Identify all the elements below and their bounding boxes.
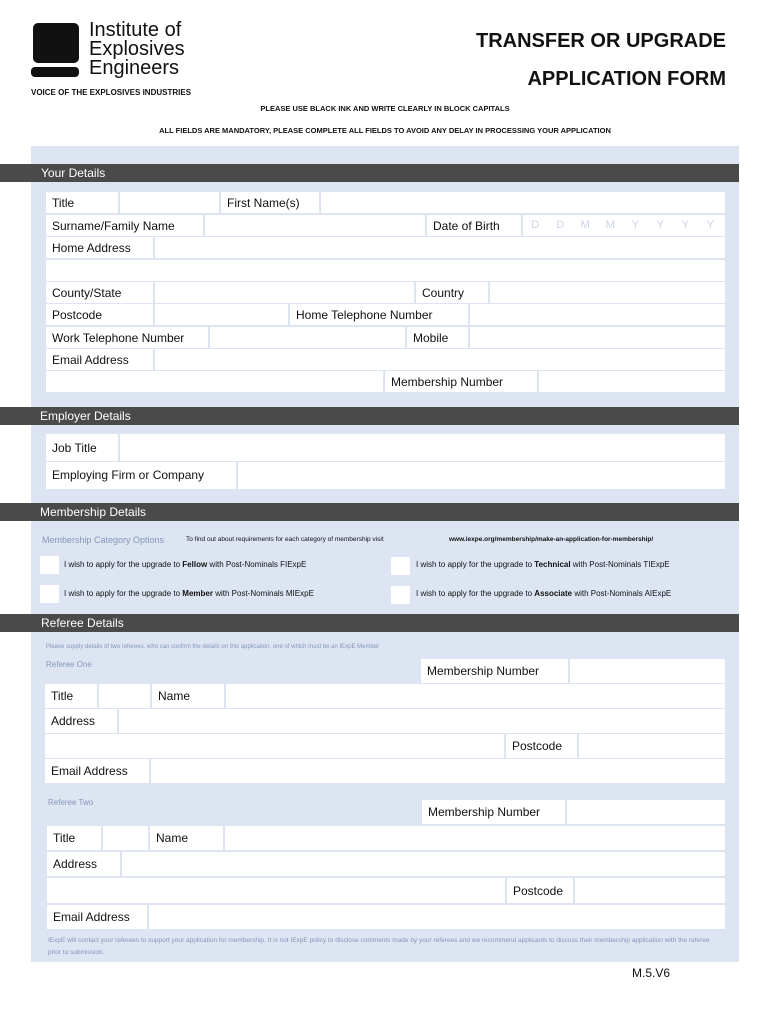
surname-label-cell [45,215,203,236]
home-address-field-2[interactable] [45,260,725,281]
ref1-postcode-field[interactable] [578,734,725,758]
associate-checkbox[interactable] [391,586,410,604]
home-address-label-cell [45,237,153,258]
postcode-field[interactable] [154,304,288,325]
dob-year-4: Y [706,219,714,231]
job-title-label-cell [45,434,118,461]
referee-two-label: Referee Two [48,798,94,807]
logo-line-1: Institute of [89,19,182,41]
tagline: VOICE OF THE EXPLOSIVES INDUSTRIES [31,88,192,97]
home-tel-label: Home Telephone Number [296,308,433,322]
ref1-address-field-1[interactable] [118,709,725,733]
ref2-name-label: Name [156,831,189,845]
ref1-title-field[interactable] [98,684,150,708]
ref1-email-label-cell [44,759,149,783]
title-label: Title [52,196,75,210]
ref1-title-label: Title [51,689,74,703]
ref1-name-field[interactable] [225,684,725,708]
logo-mark-icon [31,23,79,79]
email-label-cell [45,349,153,370]
country-label-cell [415,282,488,303]
ref2-title-label-cell [46,826,101,850]
home-tel-field[interactable] [469,304,725,325]
ref2-membership-label: Membership Number [428,805,541,819]
membership-number-field[interactable] [538,371,725,392]
county-label-cell [45,282,153,303]
referee-one-label: Referee One [46,660,92,669]
ref2-address-label-cell [46,852,120,876]
mobile-field[interactable] [469,327,725,348]
ref2-email-field[interactable] [148,905,725,929]
employer-label-cell [45,462,236,489]
dob-year-3: Y [681,219,689,231]
ref1-address-label-cell [44,709,117,733]
referee-details-heading: Referee Details [0,614,739,632]
surname-field[interactable] [204,215,425,236]
associate-option-label: I wish to apply for the upgrade to Associate with Post-Nominals AIExpE [416,589,672,598]
mobile-label-cell [406,327,468,348]
logo-line-2: Explosives [89,38,185,60]
form-version: M.5.V6 [632,966,671,980]
dob-day-2: D [556,219,565,231]
your-details-heading: Your Details [0,164,739,182]
employer-label: Employing Firm or Company [52,468,205,482]
fellow-checkbox[interactable] [40,556,59,574]
ref2-address-field-1[interactable] [121,852,725,876]
ref1-email-label: Email Address [51,764,128,778]
ref2-name-field[interactable] [224,826,725,850]
ref2-postcode-label: Postcode [513,884,564,898]
first-names-label: First Name(s) [227,196,300,210]
requirements-link[interactable]: www.iexpe.org/membership/make-an-application-for-membership/ [449,536,654,543]
job-title-field[interactable] [119,434,725,461]
instruction-block-capitals: PLEASE USE BLACK INK AND WRITE CLEARLY IN BLOCK CAPITALS [260,104,510,113]
home-tel-label-cell [289,304,468,325]
referee-note: Please supply details of two referees, who can confirm the details on this application, one of which must be an IExpE Member [46,644,380,650]
ref2-address-label: Address [53,857,98,871]
postcode-label: Postcode [52,308,103,322]
ref1-postcode-label-cell [505,734,577,758]
dob-month-2: M [605,219,615,231]
ref1-name-label-cell [151,684,224,708]
ref2-email-label-cell [46,905,147,929]
home-address-label: Home Address [52,241,131,255]
ref1-membership-field[interactable] [569,659,725,683]
logo-line-3: Engineers [89,57,180,79]
email-field[interactable] [154,349,725,370]
dob-label-cell [426,215,521,236]
membership-details-heading: Membership Details [0,503,739,521]
ref1-title-label-cell [44,684,97,708]
dob-month-1: M [580,219,590,231]
postcode-label-cell [45,304,153,325]
home-address-field-1[interactable] [154,237,725,258]
county-label: County/State [52,286,122,300]
employer-details-heading: Employer Details [0,407,739,425]
member-option-label: I wish to apply for the upgrade to Member with Post-Nominals MIExpE [64,589,314,598]
mobile-label: Mobile [413,331,449,345]
email-label: Email Address [52,353,129,367]
title-field[interactable] [119,192,219,213]
ref1-postcode-label: Postcode [512,739,563,753]
member-checkbox[interactable] [40,585,59,603]
employer-field[interactable] [237,462,725,489]
job-title-label: Job Title [52,441,97,455]
first-names-label-cell [220,192,319,213]
ref2-membership-label-cell [421,800,565,824]
category-options-label: Membership Category Options [42,535,165,545]
referee-footer-note: IExpE will contact your referees to support your application for membership. It is not IExpE policy to disclose comments made by your referees and we recommend applicants to discuss their membership application with the referee prior to submission. [48,937,710,956]
country-label: Country [422,286,465,300]
fellow-option-label: I wish to apply for the upgrade to Fellow with Post-Nominals FIExpE [64,560,307,569]
instruction-mandatory-fields: ALL FIELDS ARE MANDATORY, PLEASE COMPLETE ALL FIELDS TO AVOID ANY DELAY IN PROCESSING YOUR APPLICATION [159,126,611,135]
dob-year-2: Y [656,219,664,231]
ref2-postcode-label-cell [506,878,573,903]
dob-label: Date of Birth [433,219,500,233]
country-field[interactable] [489,282,725,303]
requirements-note: To find out about requirements for each category of membership visit [186,536,384,543]
ref2-address-field-2[interactable] [46,878,505,903]
ref2-name-label-cell [149,826,223,850]
ref2-membership-field[interactable] [566,800,725,824]
form-title-line-2: APPLICATION FORM [527,68,726,90]
work-tel-label-cell [45,327,208,348]
ref1-membership-label-cell [420,659,568,683]
surname-label: Surname/Family Name [52,219,175,233]
dob-year-1: Y [631,219,639,231]
technical-option-label: I wish to apply for the upgrade to Technical with Post-Nominals TIExpE [416,560,670,569]
ref1-name-label: Name [158,689,191,703]
work-tel-label: Work Telephone Number [52,331,185,345]
membership-number-label-cell [384,371,537,392]
dob-day-1: D [531,219,540,231]
dob-field[interactable] [522,215,725,236]
technical-checkbox[interactable] [391,557,410,575]
ref1-address-field-2[interactable] [44,734,504,758]
county-field[interactable] [154,282,414,303]
title-label-cell [45,192,118,213]
ref2-title-label: Title [53,831,76,845]
ref2-email-label: Email Address [53,910,130,924]
membership-number-label: Membership Number [391,375,504,389]
ref1-email-field[interactable] [150,759,725,783]
ref1-address-label: Address [51,714,96,728]
ref2-postcode-field[interactable] [574,878,725,903]
membership-spacer [45,371,383,392]
logo-wordmark [89,21,239,78]
work-tel-field[interactable] [209,327,405,348]
ref2-title-field[interactable] [102,826,148,850]
first-names-field[interactable] [320,192,725,213]
ref1-membership-label: Membership Number [427,664,540,678]
form-title-line-1: TRANSFER OR UPGRADE [475,30,726,52]
